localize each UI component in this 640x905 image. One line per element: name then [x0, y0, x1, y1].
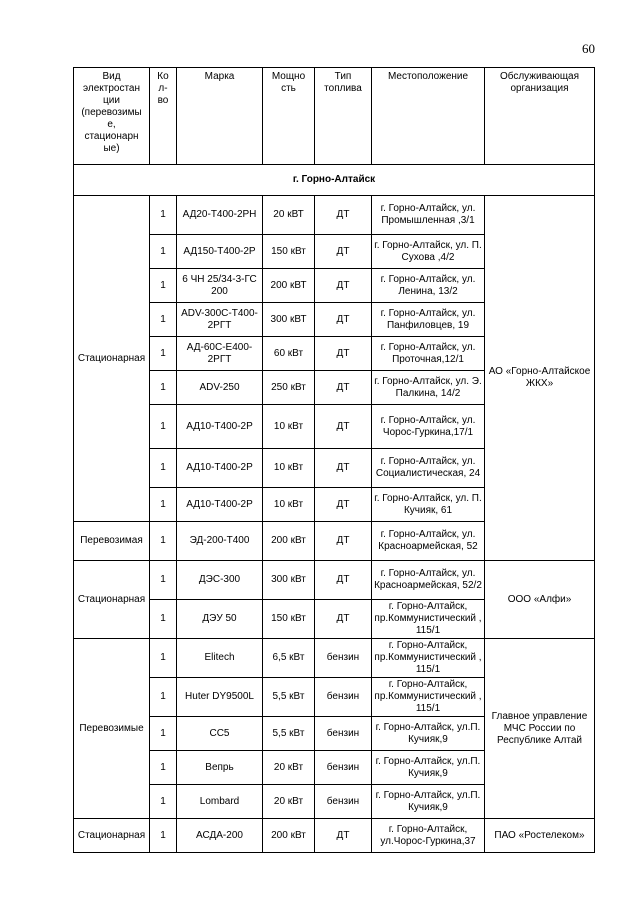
- fuel-cell: ДТ: [315, 235, 372, 269]
- header-fuel: Тип топлива: [315, 68, 372, 165]
- quantity-cell: 1: [150, 337, 177, 371]
- power-cell: 150 кВт: [263, 235, 315, 269]
- organization-cell: АО «Горно-Алтайское ЖКХ»: [485, 196, 595, 561]
- quantity-cell: 1: [150, 639, 177, 678]
- location-cell: г. Горно-Алтайск, ул. Проточная,12/1: [372, 337, 485, 371]
- plant-type-cell: Стационарная: [74, 819, 150, 853]
- location-cell: г. Горно-Алтайск, пр.Коммунистический , 115/1: [372, 639, 485, 678]
- fuel-cell: ДТ: [315, 405, 372, 449]
- brand-cell: ADV-250: [177, 371, 263, 405]
- fuel-cell: бензин: [315, 785, 372, 819]
- location-cell: г. Горно-Алтайск, ул. П. Кучияк, 61: [372, 488, 485, 522]
- brand-cell: СС5: [177, 717, 263, 751]
- quantity-cell: 1: [150, 449, 177, 488]
- power-cell: 10 кВт: [263, 488, 315, 522]
- header-brand: Марка: [177, 68, 263, 165]
- fuel-cell: бензин: [315, 717, 372, 751]
- location-cell: г. Горно-Алтайск, ул. Панфиловцев, 19: [372, 303, 485, 337]
- quantity-cell: 1: [150, 522, 177, 561]
- location-cell: г. Горно-Алтайск, ул. Красноармейская, 52: [372, 522, 485, 561]
- power-cell: 20 кВт: [263, 751, 315, 785]
- power-cell: 200 кВт: [263, 819, 315, 853]
- organization-cell: Главное управление МЧС России по Республике Алтай: [485, 639, 595, 819]
- location-cell: г. Горно-Алтайск, ул. Промышленная ,3/1: [372, 196, 485, 235]
- plant-type-cell: Стационарная: [74, 196, 150, 522]
- brand-cell: АД150-Т400-2Р: [177, 235, 263, 269]
- brand-cell: 6 ЧН 25/34-3-ГС 200: [177, 269, 263, 303]
- fuel-cell: ДТ: [315, 196, 372, 235]
- quantity-cell: 1: [150, 717, 177, 751]
- quantity-cell: 1: [150, 561, 177, 600]
- brand-cell: Elitech: [177, 639, 263, 678]
- quantity-cell: 1: [150, 196, 177, 235]
- plant-type-cell: Перевозимая: [74, 522, 150, 561]
- brand-cell: АД10-Т400-2Р: [177, 405, 263, 449]
- header-location: Местоположение: [372, 68, 485, 165]
- brand-cell: АД-60С-Е400-2РГТ: [177, 337, 263, 371]
- fuel-cell: ДТ: [315, 600, 372, 639]
- section-title: г. Горно-Алтайск: [74, 165, 595, 196]
- quantity-cell: 1: [150, 751, 177, 785]
- table-row: [74, 639, 595, 678]
- table-row: [74, 819, 595, 853]
- brand-cell: Вепрь: [177, 751, 263, 785]
- fuel-cell: ДТ: [315, 303, 372, 337]
- brand-cell: АД10-Т400-2Р: [177, 449, 263, 488]
- fuel-cell: ДТ: [315, 561, 372, 600]
- location-cell: г. Горно-Алтайск, ул. Ленина, 13/2: [372, 269, 485, 303]
- power-cell: 150 кВт: [263, 600, 315, 639]
- quantity-cell: 1: [150, 819, 177, 853]
- brand-cell: ДЭС-300: [177, 561, 263, 600]
- organization-cell: ПАО «Ростелеком»: [485, 819, 595, 853]
- location-cell: г. Горно-Алтайск, ул. Э. Палкина, 14/2: [372, 371, 485, 405]
- brand-cell: АД20-Т400-2РН: [177, 196, 263, 235]
- fuel-cell: ДТ: [315, 337, 372, 371]
- quantity-cell: 1: [150, 371, 177, 405]
- plant-type-cell: Перевозимые: [74, 639, 150, 819]
- header-organization: Обслуживающая организация: [485, 68, 595, 165]
- quantity-cell: 1: [150, 488, 177, 522]
- header-row: [74, 68, 595, 165]
- fuel-cell: ДТ: [315, 488, 372, 522]
- location-cell: г. Горно-Алтайск, ул. П. Сухова ,4/2: [372, 235, 485, 269]
- power-cell: 200 кВТ: [263, 269, 315, 303]
- location-cell: г. Горно-Алтайск, ул.Чорос-Гуркина,37: [372, 819, 485, 853]
- quantity-cell: 1: [150, 303, 177, 337]
- brand-cell: ДЭУ 50: [177, 600, 263, 639]
- fuel-cell: бензин: [315, 678, 372, 717]
- location-cell: г. Горно-Алтайск, пр.Коммунистический , 115/1: [372, 600, 485, 639]
- location-cell: г. Горно-Алтайск, ул.П. Кучияк,9: [372, 717, 485, 751]
- power-cell: 300 кВт: [263, 561, 315, 600]
- power-cell: 5,5 кВт: [263, 717, 315, 751]
- location-cell: г. Горно-Алтайск, ул. Социалистическая, 24: [372, 449, 485, 488]
- organization-cell: ООО «Алфи»: [485, 561, 595, 639]
- brand-cell: АД10-Т400-2Р: [177, 488, 263, 522]
- power-cell: 6,5 кВт: [263, 639, 315, 678]
- header-plant-type: Вид электростан ции (перевозимы е, стационарн ые): [74, 68, 150, 165]
- brand-cell: ЭД-200-Т400: [177, 522, 263, 561]
- location-cell: г. Горно-Алтайск, ул. Чорос-Гуркина,17/1: [372, 405, 485, 449]
- fuel-cell: ДТ: [315, 449, 372, 488]
- power-cell: 10 кВт: [263, 405, 315, 449]
- quantity-cell: 1: [150, 785, 177, 819]
- fuel-cell: ДТ: [315, 269, 372, 303]
- page-number: 60: [582, 41, 595, 56]
- fuel-cell: бензин: [315, 639, 372, 678]
- quantity-cell: 1: [150, 405, 177, 449]
- fuel-cell: ДТ: [315, 371, 372, 405]
- power-cell: 10 кВт: [263, 449, 315, 488]
- power-cell: 200 кВт: [263, 522, 315, 561]
- quantity-cell: 1: [150, 678, 177, 717]
- quantity-cell: 1: [150, 269, 177, 303]
- section-row: [74, 165, 595, 196]
- power-cell: 20 кВТ: [263, 196, 315, 235]
- location-cell: г. Горно-Алтайск, пр.Коммунистический , 115/1: [372, 678, 485, 717]
- fuel-cell: ДТ: [315, 819, 372, 853]
- plant-type-cell: Стационарная: [74, 561, 150, 639]
- power-plants-table: [73, 67, 595, 853]
- power-cell: 250 кВт: [263, 371, 315, 405]
- quantity-cell: 1: [150, 600, 177, 639]
- location-cell: г. Горно-Алтайск, ул.П. Кучияк,9: [372, 785, 485, 819]
- brand-cell: ADV-300С-Т400-2РГТ: [177, 303, 263, 337]
- table-row: [74, 196, 595, 235]
- brand-cell: АСДА-200: [177, 819, 263, 853]
- power-cell: 60 кВт: [263, 337, 315, 371]
- header-power: Мощно сть: [263, 68, 315, 165]
- fuel-cell: ДТ: [315, 522, 372, 561]
- power-cell: 20 кВт: [263, 785, 315, 819]
- header-quantity: Ко л- во: [150, 68, 177, 165]
- location-cell: г. Горно-Алтайск, ул. Красноармейская, 52/2: [372, 561, 485, 600]
- quantity-cell: 1: [150, 235, 177, 269]
- brand-cell: Lombard: [177, 785, 263, 819]
- location-cell: г. Горно-Алтайск, ул.П. Кучияк,9: [372, 751, 485, 785]
- table-row: [74, 561, 595, 600]
- power-cell: 5,5 кВт: [263, 678, 315, 717]
- fuel-cell: бензин: [315, 751, 372, 785]
- brand-cell: Huter DY9500L: [177, 678, 263, 717]
- power-cell: 300 кВТ: [263, 303, 315, 337]
